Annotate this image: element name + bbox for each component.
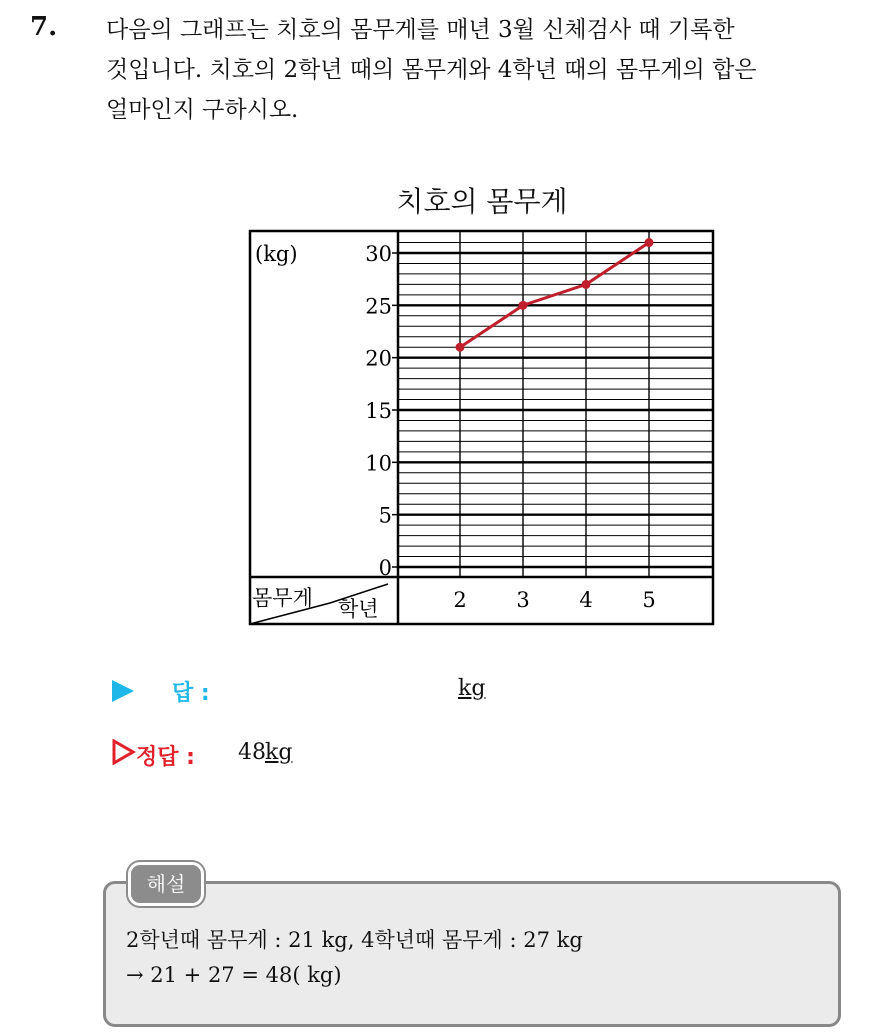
solution-line-2: → 21 + 27 = 48( kg): [126, 963, 342, 987]
correct-answer-value: 48: [238, 740, 266, 765]
answer-label: 답 :: [172, 681, 210, 706]
chart-frame: [250, 231, 713, 624]
correct-answer-label: 정답 :: [136, 745, 195, 770]
chart-title: 치호의 몸무게: [396, 185, 568, 218]
question-line-3: 얼마인지 구하시오.: [106, 97, 299, 123]
y-tick-label: 10: [365, 451, 392, 476]
data-point: [456, 343, 465, 352]
corner-label-grade: 학년: [338, 597, 379, 621]
y-tick-label: 20: [365, 346, 392, 371]
y-tick-label: 15: [365, 399, 392, 423]
y-tick-label: 5: [378, 503, 392, 528]
correct-arrow-icon: [112, 739, 136, 765]
data-point: [645, 238, 654, 247]
corner-label-weight: 몸무게: [252, 586, 313, 610]
y-tick-label: 25: [365, 294, 392, 319]
data-point: [519, 301, 528, 310]
solution-box: [103, 881, 841, 1027]
x-tick-label: 2: [453, 588, 467, 612]
x-tick-label: 3: [516, 588, 530, 612]
x-tick-label: 5: [642, 588, 656, 612]
y-tick-label: 0: [378, 556, 392, 580]
question-line-1: 다음의 그래프는 치호의 몸무게를 매년 3월 신체검사 때 기록한: [106, 17, 735, 43]
solution-tag: 해설: [128, 862, 204, 906]
y-axis-label: (kg): [255, 242, 298, 266]
answer-arrow-icon: [112, 680, 134, 702]
question-number: 7.: [30, 12, 58, 42]
x-tick-label: 4: [579, 588, 593, 612]
answer-blank-unit: kg: [458, 676, 486, 701]
question-line-2: 것입니다. 치호의 2학년 때의 몸무게와 4학년 때의 몸무게의 합은: [106, 57, 757, 83]
correct-answer-unit: kg: [265, 740, 293, 765]
solution-line-1: 2학년때 몸무게 : 21 kg, 4학년때 몸무게 : 27 kg: [126, 928, 583, 952]
y-tick-label: 30: [365, 242, 392, 266]
data-point: [582, 280, 591, 289]
